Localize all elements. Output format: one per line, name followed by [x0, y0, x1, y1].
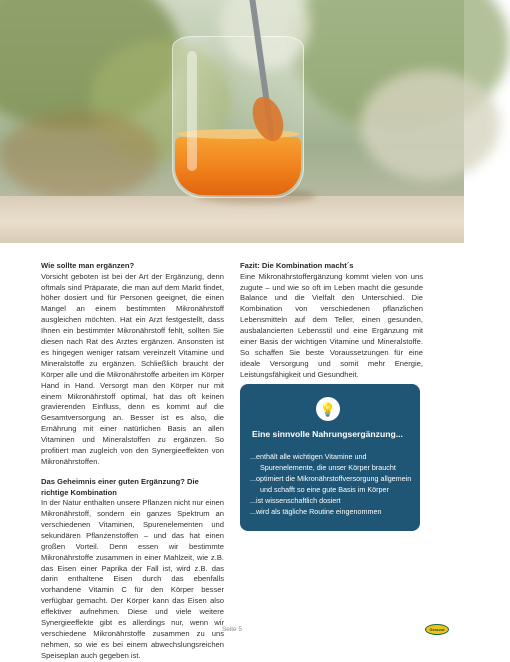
- glass-illustration: [172, 36, 304, 198]
- paragraph-conclusion: Eine Mikronährstoffergänzung kommt vielen von uns zugute – und wie so oft im Leben macht die gesunde Balance und die Vielfalt den Unterschied. Die Kombination von verschiedenen pflanzlichen Lebensmitteln auf dem Teller, einen gesunden, ausbalancierten Lebensstil und eine Ergänzung mit einer Basis der wichtigen Vitamine und Mineralstoffe. So schaffen Sie beste Voraussetzungen für eine ideale Versorgung und somit mehr Energie, Leistungsfähigkeit und Gesundheit.: [240, 271, 423, 379]
- page-number: Seite 5: [222, 626, 242, 633]
- list-item: ...enthält alle wichtigen Vitamine und Spurenelemente, die unser Körper braucht: [250, 452, 396, 472]
- heading-how-to-supplement: Wie sollte man ergänzen?: [41, 261, 135, 270]
- hero-photo: [0, 0, 464, 243]
- list-item: ...ist wissenschaftlich dosiert: [250, 496, 341, 505]
- right-column: [240, 261, 423, 381]
- lightbulb-icon: 💡: [316, 397, 340, 421]
- list-item: ...wird als tägliche Routine eingenommen: [250, 507, 382, 516]
- brand-logo-icon: Gesund: [425, 624, 449, 635]
- heading-secret-combination: Das Geheimnis einer guten Ergänzung? Die richtige Kombination: [41, 476, 199, 497]
- info-box: [240, 384, 420, 531]
- paragraph-how-to-supplement: Vorsicht geboten ist bei der Art der Ergänzung, denn oftmals sind Präparate, die man auf dem Markt findet, höher dosiert und für Personen geeignet, die einen Mangel an einem bestimmten Mikronährstoff ausgleichen möchten. Hat ein Arzt festgestellt, dass Ihnen ein bestimmter Mikronährstoff fehlt, sollten Sie diesen nach Rat des Arztes ergänzen. Ansonsten ist es hingegen weniger ratsam vereinzelt Vitamine und Mineralstoffe zu ergänzen. Schließlich braucht der Körper alle und die Mikronährstoffe arbeiten im Körper Hand in Hand. Versorgt man den Körper nur mit einem Mikronährstoff optimal, hat das oft keinen gravierenden Einfluss, denn es kommt auf die Gesamtversorgung an. Besser ist es also, die Ernährung mit einer natürlichen Basis an allen Vitaminen und Mineralstoffen zu ergänzen. So profitiert man zugleich von den Synergieeffekten von Mikronährstoffen.: [41, 271, 224, 466]
- info-box-title: Eine sinnvolle Nahrungsergänzung...: [252, 429, 403, 439]
- list-item: ...optimiert die Mikronährstoffversorgung allgemein und schafft so eine gute Basis im Körper: [250, 474, 412, 494]
- left-column: [41, 261, 224, 662]
- heading-conclusion: Fazit: Die Kombination macht´s: [240, 261, 354, 270]
- paragraph-secret-combination: In der Natur enthalten unsere Pflanzen nicht nur einen Mikronährstoff, sondern ein ganzes Spektrum an verschiedenen Vitaminen, Spurenelementen und sekundären Pflanzenstoffen – und das hat einen großen Vorteil. Denn essen wir bestimmte Mikronährstoffe zusammen in einer Mahlzeit, wie z.B. das Eisen einer Paprika der Fall ist, wird z.B. das darin enthaltene Eisen durch das ebenfalls vorhandene Vitamin C für den Körper besser verfügbar gemacht. Der Körper kann das Eisen also effektiver aufnehmen. Diese und viele weitere Synergieeffekte gibt es allerdings nur, wenn wir verschiedene Mikronährstoffe zusammen zu uns nehmen, so wie es bei einem abwechslungsreichen Speiseplan auch gegeben ist.: [41, 498, 224, 660]
- info-box-list: [250, 451, 414, 517]
